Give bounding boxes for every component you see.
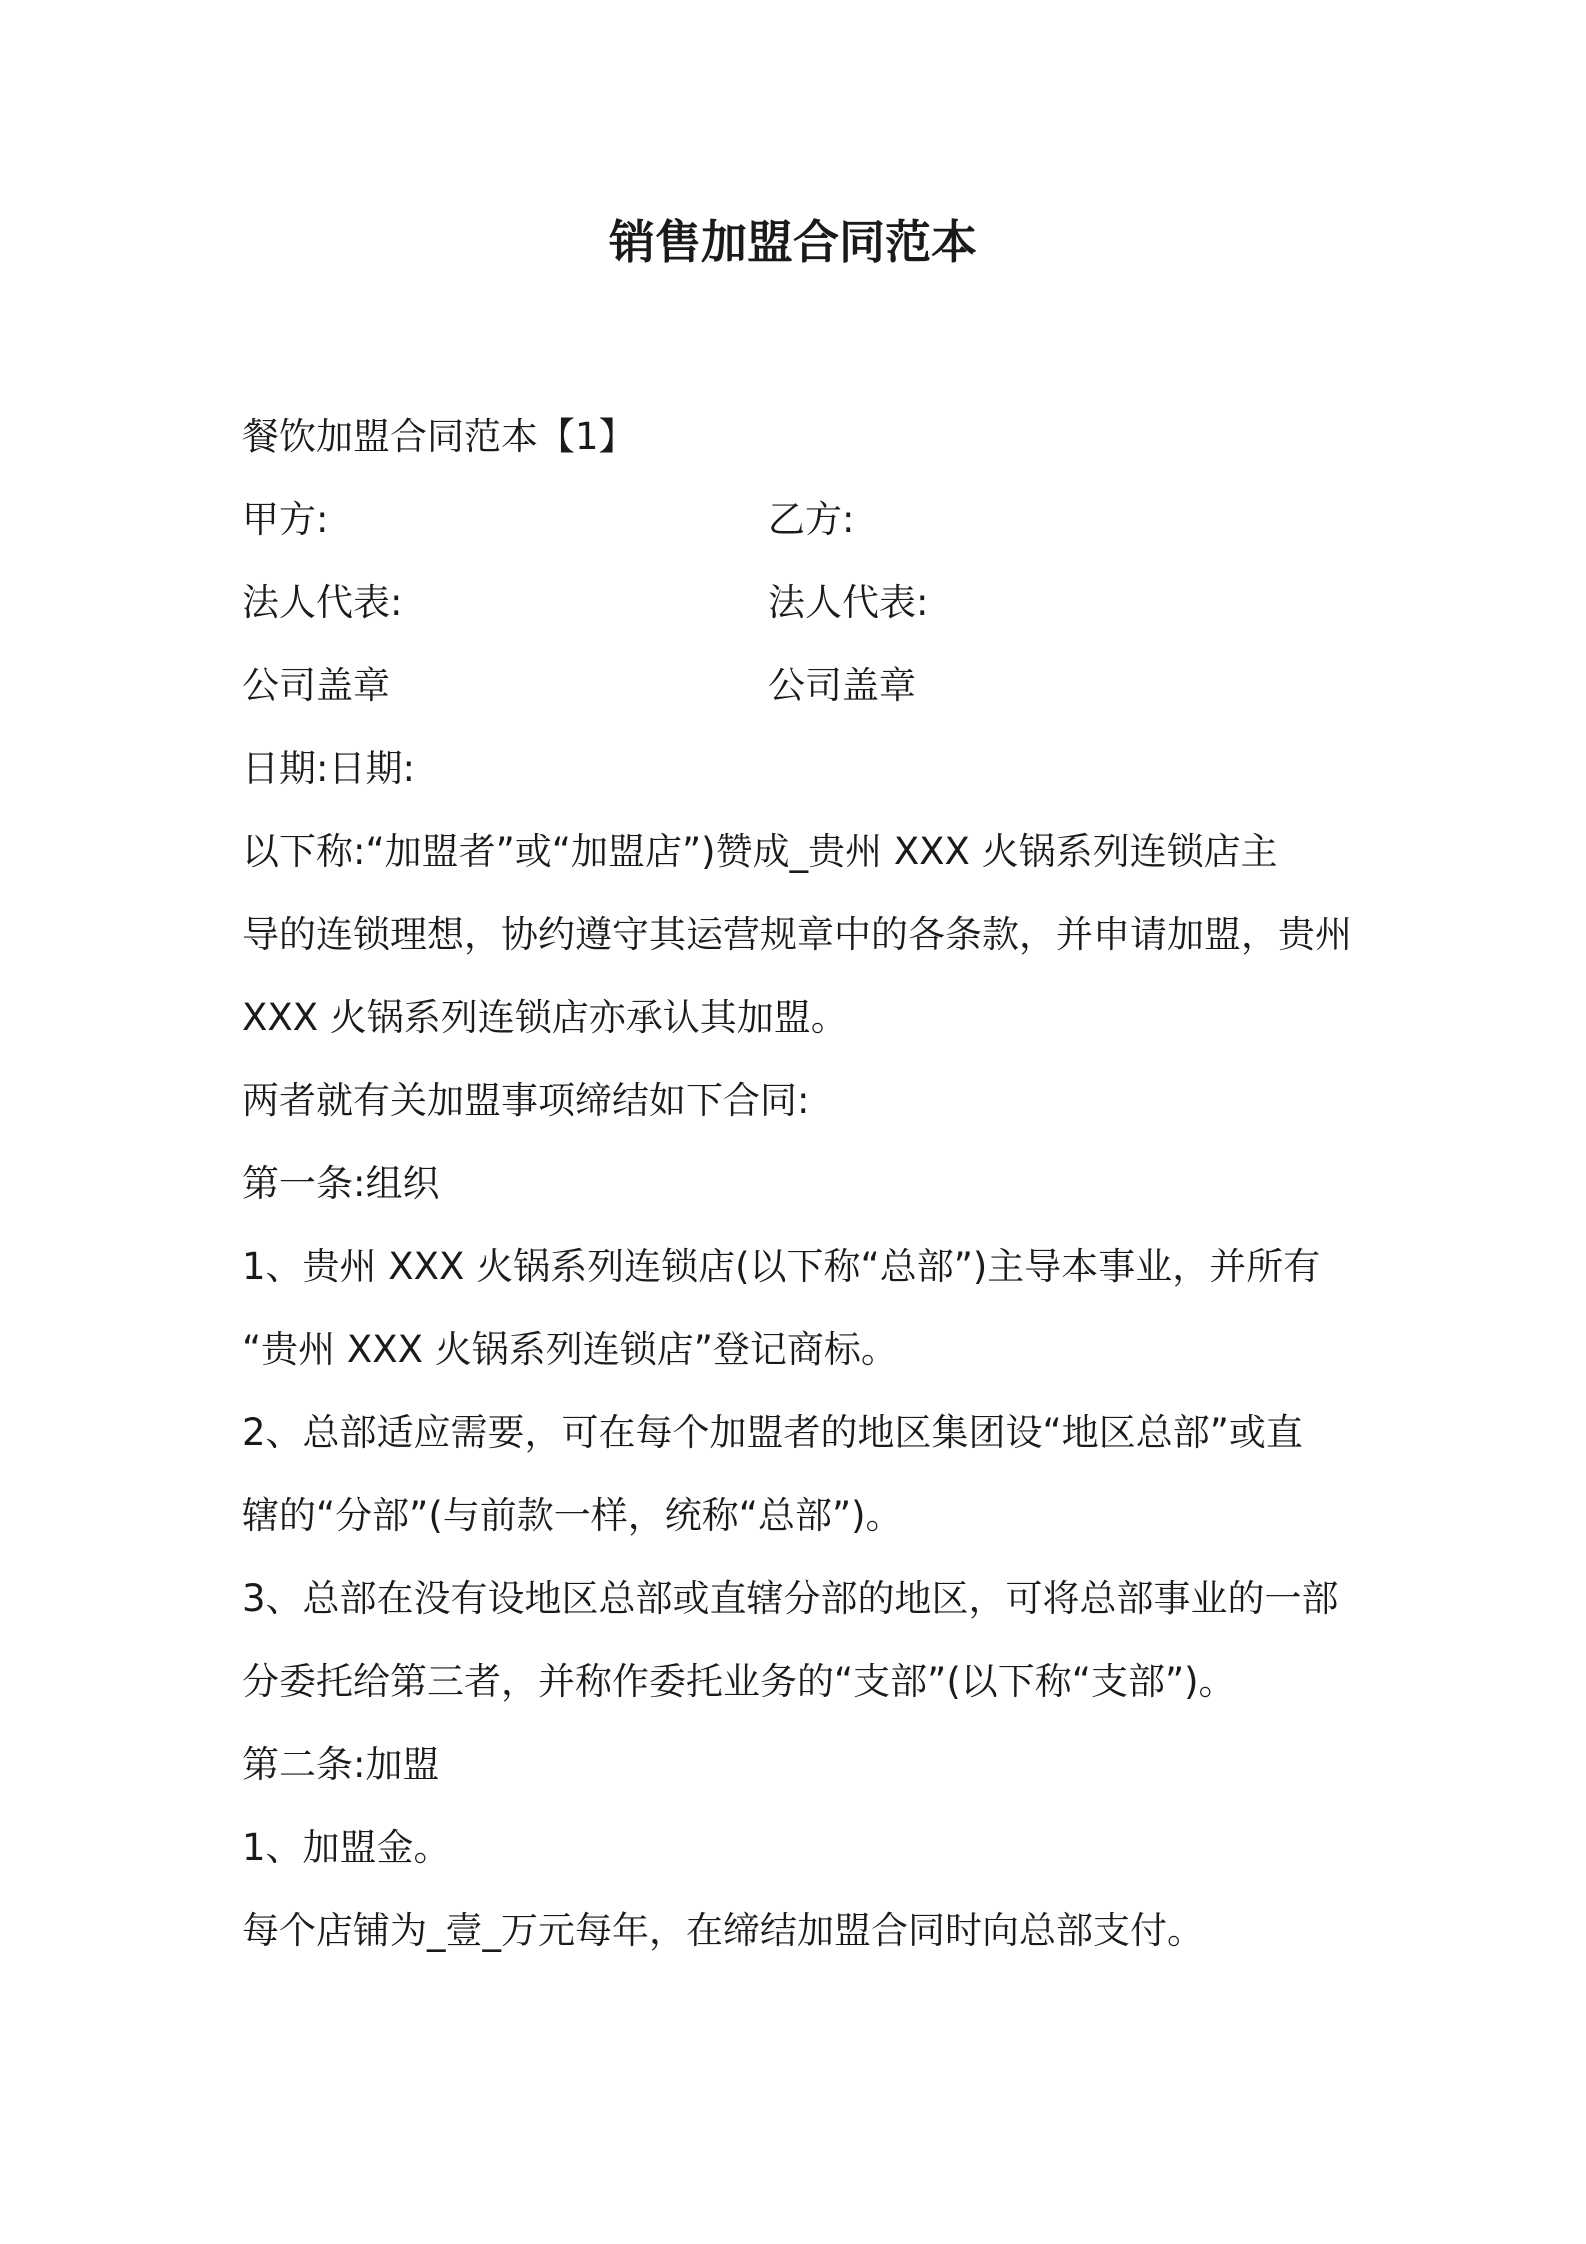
party-a-label: 甲方: xyxy=(242,498,329,541)
body-line: 1、加盟金。 xyxy=(242,1826,451,1869)
party-b-label: 乙方: xyxy=(768,498,855,541)
body-line: 两者就有关加盟事项缔结如下合同: xyxy=(242,1079,810,1122)
body-line: 以下称:“加盟者”或“加盟店”)赞成_贵州 XXX 火锅系列连锁店主 xyxy=(242,830,1278,873)
article-heading: 第二条:加盟 xyxy=(242,1743,440,1786)
document-title: 销售加盟合同范本 xyxy=(609,215,977,269)
legal-rep-a-label: 法人代表: xyxy=(242,581,403,624)
legal-rep-b-label: 法人代表: xyxy=(768,581,929,624)
body-line: 每个店铺为_壹_万元每年，在缔结加盟合同时向总部支付。 xyxy=(242,1909,1204,1952)
date-labels: 日期:日期: xyxy=(242,747,415,790)
body-line: 1、贵州 XXX 火锅系列连锁店(以下称“总部”)主导本事业，并所有 xyxy=(242,1245,1321,1288)
body-line: 导的连锁理想，协约遵守其运营规章中的各条款，并申请加盟，贵州 xyxy=(242,913,1352,956)
body-line: XXX 火锅系列连锁店亦承认其加盟。 xyxy=(242,996,848,1039)
company-seal-b-label: 公司盖章 xyxy=(768,664,916,707)
contract-subtitle: 餐饮加盟合同范本【1】 xyxy=(242,415,636,458)
body-line: “贵州 XXX 火锅系列连锁店”登记商标。 xyxy=(242,1328,898,1371)
body-line: 2、总部适应需要，可在每个加盟者的地区集团设“地区总部”或直 xyxy=(242,1411,1303,1454)
body-line: 分委托给第三者，并称作委托业务的“支部”(以下称“支部”)。 xyxy=(242,1660,1236,1703)
body-line: 3、总部在没有设地区总部或直辖分部的地区，可将总部事业的一部 xyxy=(242,1577,1339,1620)
body-line: 辖的“分部”(与前款一样，统称“总部”)。 xyxy=(242,1494,903,1537)
company-seal-a-label: 公司盖章 xyxy=(242,664,390,707)
article-heading: 第一条:组织 xyxy=(242,1162,440,1205)
